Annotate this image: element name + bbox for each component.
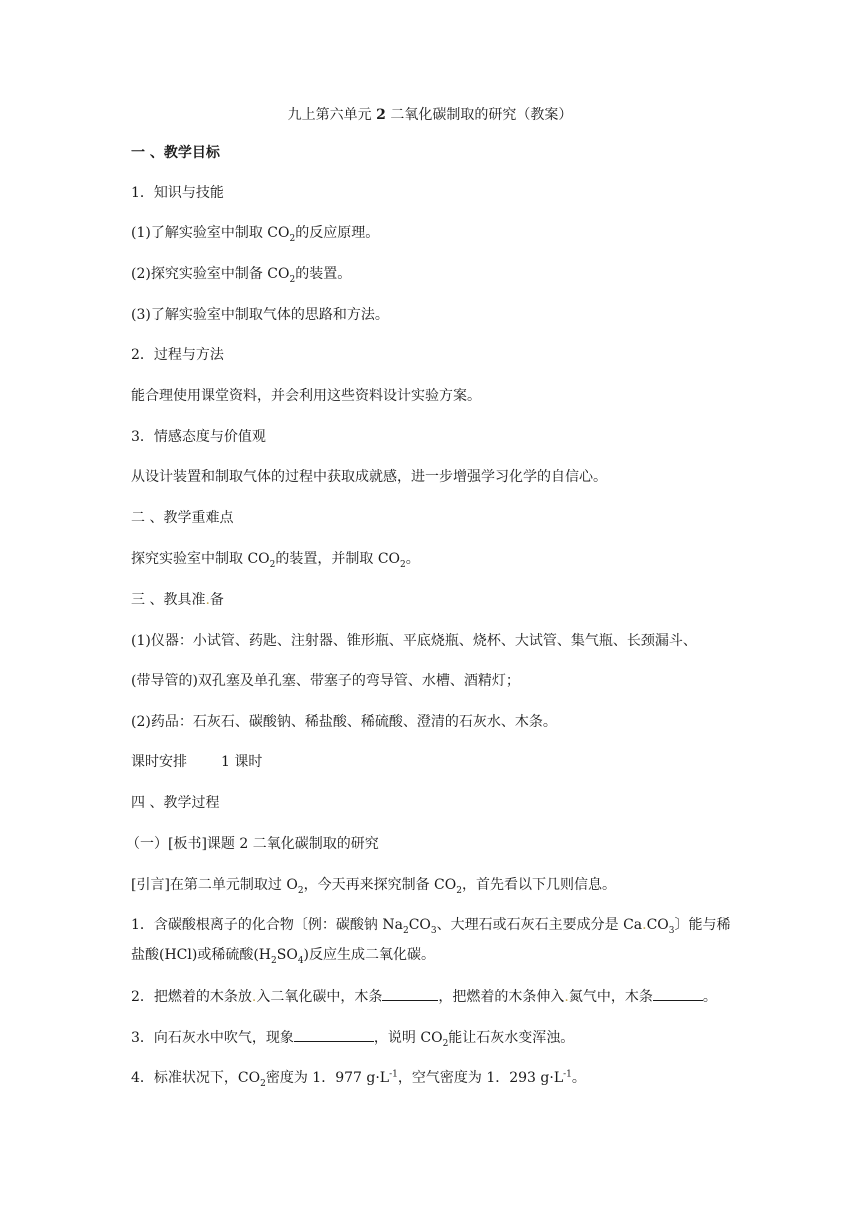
paragraph: 从设计装置和制取气体的过程中获取成就感，进一步增强学习化学的自信心。 xyxy=(131,469,607,485)
subscript: 3 xyxy=(430,925,437,936)
text: (1)了解实验室中制取 CO xyxy=(131,225,290,241)
subscript: 3 xyxy=(668,925,675,936)
section-heading-2: 二 、教学重难点 xyxy=(131,510,234,526)
text: CO xyxy=(408,917,431,933)
subscript: 2 xyxy=(402,925,409,936)
document-title xyxy=(0,105,860,125)
label: 课时安排 xyxy=(131,754,187,770)
text: 三 、教具准 xyxy=(131,592,206,608)
info-item-1 xyxy=(131,915,731,935)
info-item-4 xyxy=(131,1068,586,1088)
section-heading-4: 四 、教学过程 xyxy=(131,795,220,811)
text: [引言]在第二单元制取过 O xyxy=(131,877,298,893)
section-heading-1: 一 、教学目标 xyxy=(131,145,220,161)
subsection-heading: 3．情感态度与价值观 xyxy=(131,429,266,445)
subscript: 4 xyxy=(297,955,304,966)
equipment-line-2: (带导管的)双孔塞及单孔塞、带塞子的弯导管、水槽、酒精灯； xyxy=(131,673,520,689)
subsection-heading: 1．知识与技能 xyxy=(131,185,224,201)
text: 2．把燃着的木条放 xyxy=(131,989,252,1005)
title-number: 2 xyxy=(376,107,386,123)
text: ，说明 CO xyxy=(373,1030,443,1046)
subscript: 2 xyxy=(289,274,296,285)
intro-paragraph xyxy=(131,875,616,895)
text: 氮气中，木条 xyxy=(568,989,653,1005)
subscript: 2 xyxy=(289,233,296,244)
text: 探究实验室中制取 CO xyxy=(131,551,270,567)
mark: . xyxy=(642,917,647,933)
superscript: -1 xyxy=(389,1069,398,1080)
equipment-line-3: (2)药品：石灰石、碳酸钠、稀盐酸、稀硫酸、澄清的石灰水、木条。 xyxy=(131,714,557,730)
text: SO xyxy=(276,947,298,963)
text: ，空气密度为 1．293 g·L xyxy=(397,1070,564,1086)
subscript: 2 xyxy=(271,955,277,966)
text: 1．含碳酸根离子的化合物〔例：碳酸钠 Na xyxy=(131,917,403,933)
mark: . xyxy=(205,592,210,608)
subscript: 2 xyxy=(269,559,276,570)
text: 。 xyxy=(571,1070,586,1086)
objective-item-1 xyxy=(131,223,379,243)
text: 密度为 1．977 g·L xyxy=(265,1070,390,1086)
subscript: 2 xyxy=(260,1078,266,1089)
value: 1 课时 xyxy=(221,754,263,770)
fill-blank xyxy=(382,986,438,1001)
info-item-2 xyxy=(131,986,717,1007)
text: 3．向石灰水中吹气，现象 xyxy=(131,1030,294,1046)
subscript: 2 xyxy=(400,559,406,570)
text: (2)探究实验室中制备 CO xyxy=(131,266,290,282)
mark: . xyxy=(251,989,257,1005)
section-heading-3 xyxy=(131,590,224,610)
text: )反应生成二氧化碳。 xyxy=(303,947,436,963)
time-arrangement xyxy=(131,752,262,772)
text: 、大理石或石灰石主要成分是 Ca xyxy=(436,917,643,933)
text: ，首先看以下几则信息。 xyxy=(461,877,616,893)
board-note: （一）[板书]课题 2 二氧化碳制取的研究 xyxy=(126,836,379,852)
text: 盐酸(HCl)或稀硫酸(H xyxy=(131,947,271,963)
text: 4．标准状况下，CO xyxy=(131,1070,261,1086)
title-text: 九上第六单元 xyxy=(287,107,377,123)
info-item-1-cont xyxy=(131,945,435,965)
superscript: -1 xyxy=(563,1069,572,1080)
text: 的反应原理。 xyxy=(295,225,380,241)
text: 的装置，并制取 CO xyxy=(275,551,401,567)
fill-blank xyxy=(653,986,703,1001)
text: ，今天再来探究制备 CO xyxy=(303,877,457,893)
text: 备 xyxy=(209,592,224,608)
text: 能让石灰水变浑浊。 xyxy=(448,1030,575,1046)
text: 入二氧化碳中，木条 xyxy=(256,989,383,1005)
subscript: 2 xyxy=(456,885,462,896)
text: CO xyxy=(646,917,669,933)
objective-item-2 xyxy=(131,264,351,284)
text: 〕能与稀 xyxy=(674,917,731,933)
objective-item-3: (3)了解实验室中制取气体的思路和方法。 xyxy=(131,307,389,323)
info-item-3 xyxy=(131,1027,574,1048)
subsection-heading: 2．过程与方法 xyxy=(131,347,224,363)
text: 。 xyxy=(702,989,717,1005)
paragraph xyxy=(131,549,420,569)
title-text-2: 二氧化碳制取的研究（教案） xyxy=(385,107,573,123)
fill-blank xyxy=(294,1027,374,1042)
mark: . xyxy=(564,989,569,1005)
equipment-line-1: (1)仪器：小试管、药匙、注射器、锥形瓶、平底烧瓶、烧杯、大试管、集气瓶、长颈漏斗、 xyxy=(131,633,697,649)
subscript: 2 xyxy=(442,1038,449,1049)
paragraph: 能合理使用课堂资料，并会利用这些资料设计实验方案。 xyxy=(131,388,481,404)
text: ，把燃着的木条伸入 xyxy=(438,989,565,1005)
subscript: 2 xyxy=(297,885,304,896)
text: 的装置。 xyxy=(295,266,352,282)
text: 。 xyxy=(405,551,420,567)
